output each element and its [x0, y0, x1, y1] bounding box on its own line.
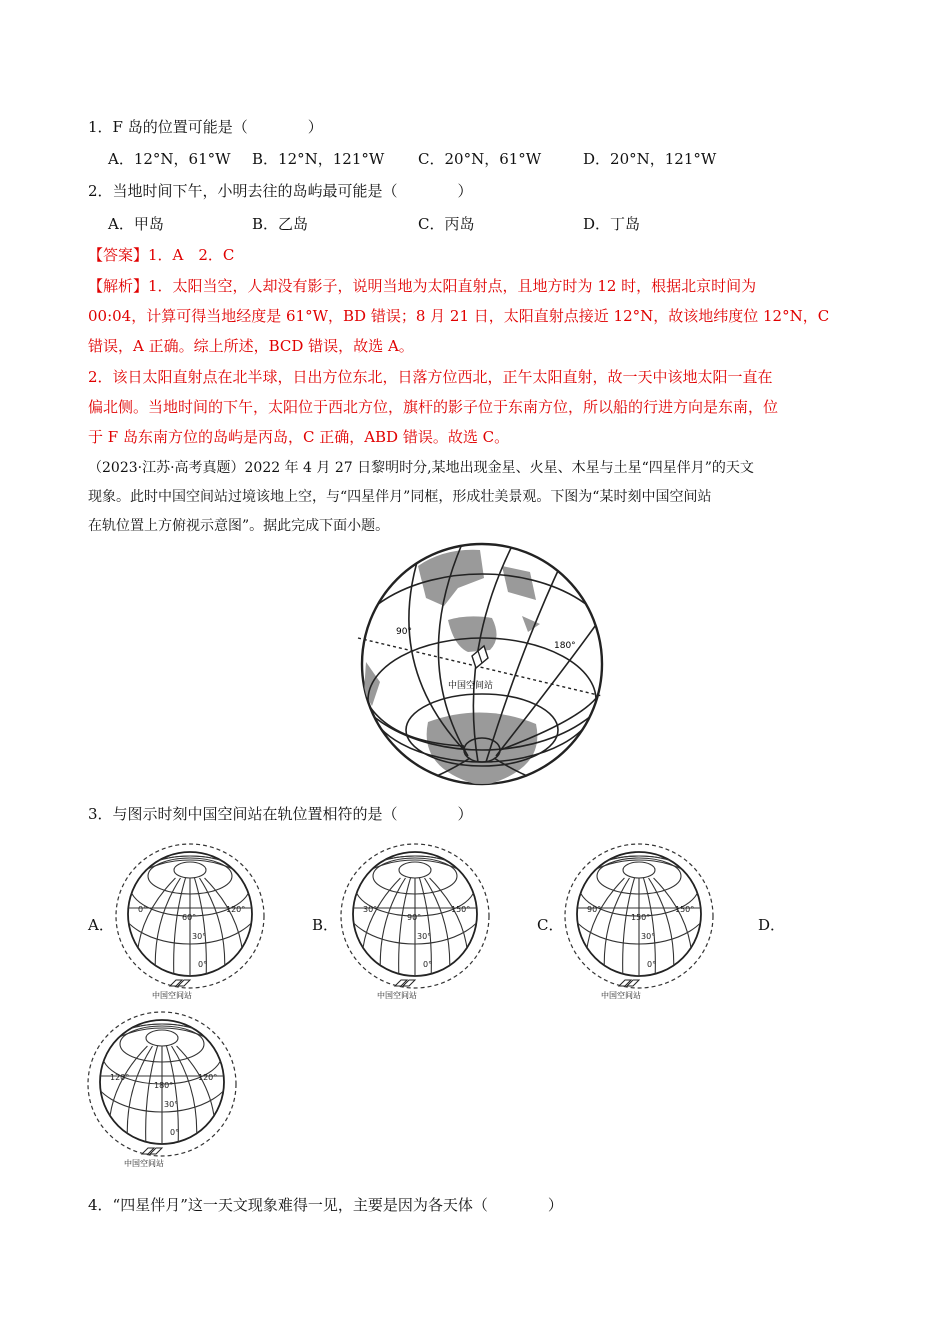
q3-option-b-letter: B．	[312, 916, 339, 934]
space-station-icon	[142, 1148, 162, 1154]
passage-line-3: 在轨位置上方俯视示意图”。据此完成下面小题。	[88, 518, 390, 534]
globe-label-right: 150°	[675, 905, 695, 914]
q3-option-d-letter: D．	[758, 916, 786, 934]
q3-option-b-globe	[337, 838, 499, 1006]
globe-label-left: 30°	[363, 905, 378, 914]
q3-option-c-globe	[561, 838, 723, 1006]
analysis-p2-1: 2．该日太阳直射点在北半球，日出方位东北，日落方位西北，正午太阳直射，故一天中该地太阳一直在	[88, 368, 773, 386]
q2-stem: 2．当地时间下午，小明去往的岛屿最可能是（ ）	[88, 182, 473, 200]
answer-text: 1．A 2．C	[148, 246, 235, 264]
q4-stem: 4．“四星伴月”这一天文现象难得一见，主要是因为各天体（ ）	[88, 1196, 563, 1214]
globe-label-lat30: 30°	[164, 1100, 179, 1109]
analysis-p2-3: 于 F 岛东南方位的岛屿是丙岛，C 正确，ABD 错误。故选 C。	[88, 428, 510, 446]
q3-option-a-letter: A．	[88, 916, 114, 934]
q3-option-a-globe	[112, 838, 274, 1006]
globe-label-mid: 60°	[182, 913, 197, 922]
space-station-icon	[395, 980, 415, 986]
globe-label-lat0: 0°	[647, 960, 657, 969]
q1-option-b: B．12°N，121°W	[252, 150, 385, 168]
q1-stem: 1．F 岛的位置可能是（ ）	[88, 118, 323, 136]
q2-option-a: A．甲岛	[108, 215, 164, 233]
passage-line-2: 现象。此时中国空间站过境该地上空，与“四星伴月”同框，形成壮美景观。下图为“某时刻中国空间站	[88, 489, 712, 505]
q1-option-a: A．12°N，61°W	[108, 150, 231, 168]
globe-label-lat0: 0°	[198, 960, 208, 969]
globe-label-mid: 90°	[407, 913, 422, 922]
globe-label-mid: 150°	[631, 913, 651, 922]
answer-label: 【答案】	[88, 246, 149, 264]
globe-station-label: 中国空间站	[124, 1159, 164, 1168]
globe-label-left: 0°	[138, 905, 148, 914]
q1-option-d: D．20°N，121°W	[583, 150, 717, 168]
space-station-icon	[170, 980, 190, 986]
globe-label-lat0: 0°	[170, 1128, 180, 1137]
analysis-label: 【解析】	[88, 277, 149, 295]
main-station-label: 中国空间站	[448, 681, 494, 691]
space-station-globe-figure	[352, 542, 608, 790]
analysis-p1-3: 错误，A 正确。综上所述，BCD 错误，故选 A。	[88, 337, 414, 355]
label-90: 90°	[396, 627, 412, 637]
globe-label-left: 90°	[587, 905, 602, 914]
globe-label-right: 150°	[451, 905, 471, 914]
globe-label-right: 120°	[226, 905, 246, 914]
globe-station-label: 中国空间站	[377, 991, 417, 1000]
globe-label-lat30: 30°	[417, 932, 432, 941]
space-station-icon	[619, 980, 639, 986]
globe-label-lat30: 30°	[192, 932, 207, 941]
q2-option-b: B．乙岛	[252, 215, 309, 233]
q2-option-c: C．丙岛	[418, 215, 475, 233]
globe-label-right: 120°	[198, 1073, 218, 1082]
globe-station-label: 中国空间站	[601, 991, 641, 1000]
answer-line	[88, 245, 234, 265]
q3-option-c-letter: C．	[537, 916, 564, 934]
analysis-p1-1: 1．太阳当空，人却没有影子，说明当地为太阳直射点，且地方时为 12 时，根据北京时间为	[148, 277, 757, 295]
q2-option-d: D．丁岛	[583, 215, 641, 233]
analysis-line-1	[88, 276, 756, 296]
globe-station-label: 中国空间站	[152, 991, 192, 1000]
globe-label-lat0: 0°	[423, 960, 433, 969]
q3-option-d-globe	[84, 1006, 246, 1174]
globe-label-left: 120°	[110, 1073, 130, 1082]
label-180: 180°	[554, 641, 576, 651]
q3-stem: 3．与图示时刻中国空间站在轨位置相符的是（ ）	[88, 805, 473, 823]
analysis-p1-2: 00:04，计算可得当地经度是 61°W，BD 错误；8 月 21 日，太阳直射点接近 12°N，故该地纬度位 12°N，C	[88, 307, 830, 325]
globe-label-mid: 180°	[154, 1081, 174, 1090]
analysis-p2-2: 偏北侧。当地时间的下午，太阳位于西北方位，旗杆的影子位于东南方位，所以船的行进方向是东南，位	[88, 398, 779, 416]
q1-option-c: C．20°N，61°W	[418, 150, 542, 168]
passage-line-1: （2023·江苏·高考真题）2022 年 4 月 27 日黎明时分,某地出现金星、火星、木星与土星“四星伴月”的天文	[88, 460, 754, 476]
globe-label-lat30: 30°	[641, 932, 656, 941]
